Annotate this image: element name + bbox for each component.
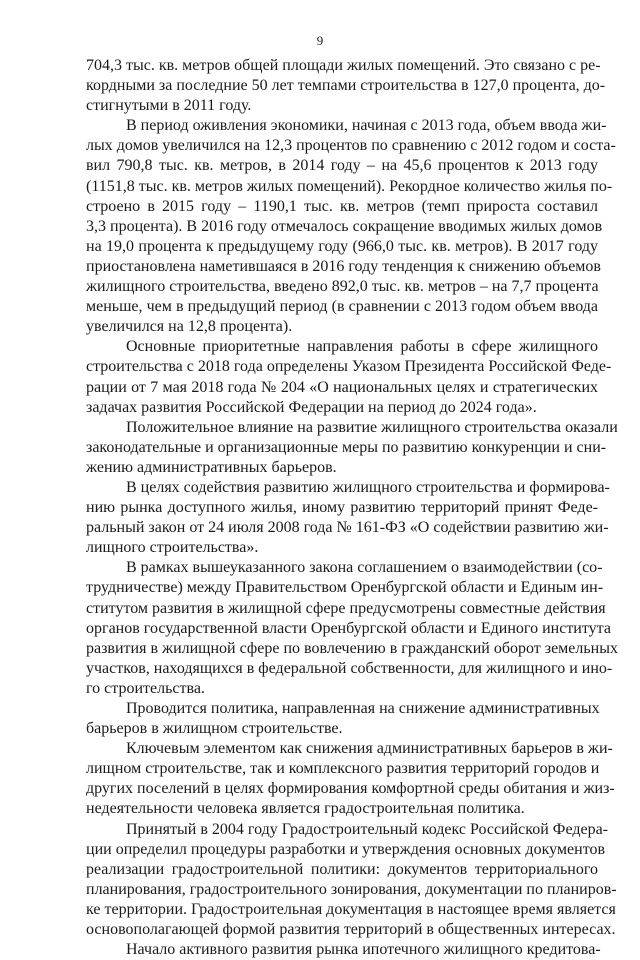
- paragraph: [86, 56, 606, 116]
- text-line: кордными за последние 50 лет темпами строительства в 127,0 процента, до-: [86, 77, 606, 95]
- paragraph: [86, 820, 617, 941]
- paragraph: [86, 337, 612, 417]
- text-line: лых домов увеличился на 12,3 процентов по сравнению с 2012 годом и соста-: [86, 137, 616, 155]
- text-line: ке территории. Градостроительная документация в настоящее время является: [86, 900, 616, 918]
- text-line: Проводится политика, направленная на снижение административных: [126, 700, 600, 717]
- text-line: меньше, чем в предыдущий период (в сравнении с 2013 годом объем ввода: [86, 298, 598, 316]
- paragraph: [86, 116, 616, 337]
- text-line: развития в жилищной сфере по вовлечению в гражданский оборот земельных: [86, 639, 618, 657]
- text-line: планирования, градостроительного зонирования, документации по планиров-: [86, 880, 617, 898]
- page-number: 9: [316, 33, 324, 48]
- text-line: увеличился на 12,8 процента).: [86, 318, 293, 336]
- paragraph: [86, 558, 618, 699]
- paragraph: [86, 739, 615, 819]
- text-line: строительства с 2018 года определены Указом Президента Российской Феде-: [86, 358, 612, 376]
- text-line: ции определил процедуры разработки и утверждения основных документов: [86, 840, 606, 858]
- text-line: Основные приоритетные направления работы в сфере жилищного: [126, 338, 598, 356]
- text-line: приостановлена наметившаяся в 2016 году тенденция к снижению объемов: [86, 257, 601, 275]
- text-line: жилищного строительства, введено 892,0 тыс. кв. метров – на 7,7 процента: [86, 278, 599, 296]
- text-line: нию рынка доступного жилья, иному развитию территорий принят Феде-: [86, 499, 598, 517]
- text-line: Начало активного развития рынка ипотечного жилищного кредитова-: [126, 941, 601, 959]
- text-line: го строительства.: [86, 679, 205, 697]
- text-line: В рамках вышеуказанного закона соглашением о взаимодействии (со-: [126, 559, 603, 577]
- text-line: участков, находящихся в федеральной собственности, для жилищного и ино-: [86, 659, 613, 677]
- text-line: на 19,0 процента к предыдущему году (966,0 тыс. кв. метров). В 2017 году: [86, 237, 598, 255]
- text-line: 3,3 процента). В 2016 году отмечалось сокращение вводимых жилых домов: [86, 217, 603, 235]
- text-line: лищного строительства».: [86, 539, 259, 557]
- text-line: Ключевым элементом как снижения административных барьеров в жи-: [126, 740, 613, 758]
- text-line: В целях содействия развитию жилищного строительства и формирова-: [126, 478, 610, 496]
- text-line: недеятельности человека является градостроительная политика.: [86, 800, 525, 818]
- text-line: стигнутыми в 2011 году.: [86, 97, 252, 115]
- text-line: основополагающей формой развития территорий в общественных интересах.: [86, 921, 616, 939]
- paragraph: [86, 478, 610, 558]
- text-line: ральный закон от 24 июля 2008 года № 161-ФЗ «О содействии развитию жи-: [86, 519, 609, 537]
- text-line: жению административных барьеров.: [86, 458, 337, 476]
- text-line: ститутом развития в жилищной сфере предусмотрены совместные действия: [86, 599, 606, 617]
- text-line: органов государственной власти Оренбургской области и Единого института: [86, 619, 611, 637]
- paragraph: [86, 418, 618, 478]
- paragraph: [86, 940, 601, 960]
- text-line: лищном строительстве, так и комплексного развития территорий городов и: [86, 760, 600, 778]
- text-line: законодательные и организационные меры по развитию конкуренции и сни-: [86, 438, 607, 456]
- text-line: Принятый в 2004 году Градостроительный кодекс Российской Федера-: [126, 820, 608, 838]
- text-line: вил 790,8 тыс. кв. метров, в 2014 году – на 45,6 процентов к 2013 году: [86, 157, 598, 175]
- document-body: [86, 56, 618, 960]
- paragraph: [86, 699, 598, 739]
- text-line: 704,3 тыс. кв. метров общей площади жилых помещений. Это связано с ре-: [86, 57, 601, 74]
- text-line: других поселений в целях формирования комфортной среды обитания и жиз-: [86, 780, 615, 798]
- text-line: трудничестве) между Правительством Оренбургской области и Единым ин-: [86, 579, 604, 597]
- text-line: барьеров в жилищном строительстве.: [86, 720, 343, 738]
- text-line: рации от 7 мая 2018 года № 204 «О национальных целях и стратегических: [86, 378, 598, 396]
- text-line: (1151,8 тыс. кв. метров жилых помещений). Рекордное количество жилья по-: [86, 177, 613, 195]
- text-line: задачах развития Российской Федерации на период до 2024 года».: [86, 398, 537, 416]
- text-line: В период оживления экономики, начиная с 2013 года, объем ввода жи-: [126, 117, 607, 135]
- text-line: строено в 2015 году – 1190,1 тыс. кв. метров (темп прироста составил: [86, 197, 598, 215]
- text-line: реализации градостроительной политики: документов территориального: [86, 860, 598, 878]
- text-line: Положительное влияние на развитие жилищного строительства оказали: [126, 418, 618, 436]
